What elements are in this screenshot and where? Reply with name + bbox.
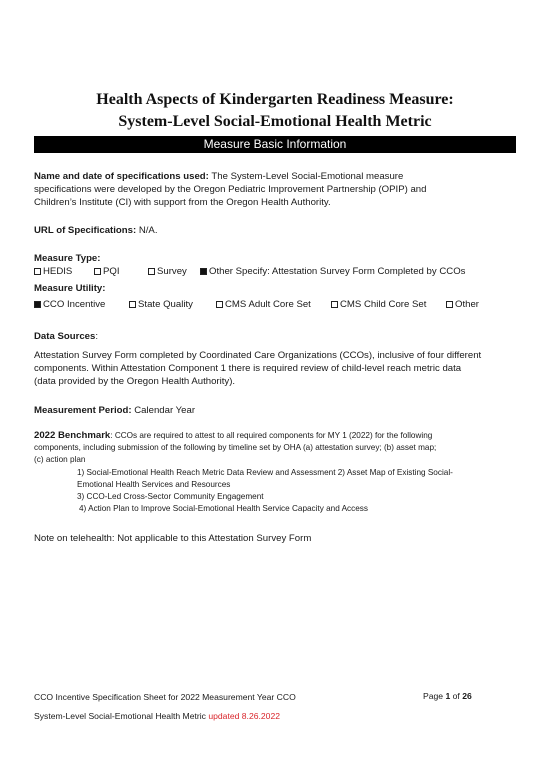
document-title-line-2: System-Level Social-Emotional Health Metric <box>118 113 432 130</box>
url-line <box>34 224 516 237</box>
benchmark-item-1: 1) Social-Emotional Health Reach Metric Data Review and Assessment 2) Asset Map of Existing Social- <box>77 468 453 477</box>
benchmark-item-1-continued: Emotional Health Services and Resources <box>77 480 231 489</box>
document-title-line-1: Health Aspects of Kindergarten Readiness Measure: <box>96 91 454 108</box>
footer-updated-date: updated 8.26.2022 <box>208 711 281 721</box>
url-label: URL of Specifications: <box>34 225 137 236</box>
telehealth-note: Note on telehealth: Not applicable to this Attestation Survey Form <box>34 533 312 544</box>
benchmark-item-4: 4) Action Plan to Improve Social-Emotional Health Service Capacity and Access <box>79 504 368 513</box>
measure-utility-label: Measure Utility: <box>34 283 106 294</box>
measure-utility-option-cms-adult[interactable]: CMS Adult Core Set <box>216 298 311 311</box>
measure-type-option-survey[interactable]: Survey <box>148 265 187 278</box>
data-sources-label: Data Sources <box>34 331 96 342</box>
checkbox-icon[interactable] <box>129 301 136 308</box>
checkbox-checked-icon[interactable] <box>200 268 207 275</box>
benchmark-label: 2022 Benchmark <box>34 430 111 441</box>
measurement-period-line <box>34 404 516 417</box>
checkbox-icon[interactable] <box>331 301 338 308</box>
footer-line-2: System-Level Social-Emotional Health Metric updated 8.26.2022 <box>34 711 281 721</box>
benchmark-line-1: : CCOs are required to attest to all required components for MY 1 (2022) for the following <box>110 431 433 440</box>
checkbox-icon[interactable] <box>94 268 101 275</box>
page-current: 1 <box>445 691 451 701</box>
measure-utility-option-cms-child[interactable]: CMS Child Core Set <box>331 298 426 311</box>
benchmark-item-3: 3) CCO-Led Cross-Sector Community Engagement <box>77 492 264 501</box>
checkbox-icon[interactable] <box>148 268 155 275</box>
section-header-bar: Measure Basic Information <box>34 136 516 153</box>
measure-utility-option-state-quality[interactable]: State Quality <box>129 298 193 311</box>
measure-utility-option-other[interactable]: Other <box>446 298 479 311</box>
data-sources-line-1: Attestation Survey Form completed by Coordinated Care Organizations (CCOs), inclusive of four different <box>34 350 482 361</box>
measure-type-option-other[interactable]: Other Specify: Attestation Survey Form Completed by CCOs <box>200 265 465 278</box>
benchmark-line-2: components, including submission of the following by timeline set by OHA (a) attestation survey; (b) asset map; <box>34 443 437 452</box>
url-value: N/A. <box>136 225 158 236</box>
page-total: 26 <box>462 691 472 701</box>
checkbox-icon[interactable] <box>216 301 223 308</box>
specifications-paragraph <box>34 170 516 209</box>
checkbox-checked-icon[interactable] <box>34 301 41 308</box>
specifications-label: Name and date of specifications used: <box>34 171 209 182</box>
footer-line-1: CCO Incentive Specification Sheet for 2022 Measurement Year CCO <box>34 692 296 702</box>
measurement-period-label: Measurement Period: <box>34 405 132 416</box>
specifications-text-1: The System-Level Social-Emotional measure <box>208 171 404 182</box>
data-sources-heading: Data Sources: <box>34 331 98 342</box>
measurement-period-value: Calendar Year <box>131 405 196 416</box>
checkbox-icon[interactable] <box>34 268 41 275</box>
benchmark-paragraph <box>34 430 516 466</box>
benchmark-line-3: (c) action plan <box>34 455 86 464</box>
measure-type-label: Measure Type: <box>34 253 101 264</box>
measure-type-option-hedis[interactable]: HEDIS <box>34 265 72 278</box>
measure-type-option-pqi[interactable]: PQI <box>94 265 120 278</box>
page-number: Page 1 of 26 <box>423 691 472 701</box>
data-sources-line-3: (data provided by the Oregon Health Authority). <box>34 376 236 387</box>
data-sources-paragraph <box>34 349 516 388</box>
specifications-text-3: Children’s Institute (CI) with support from the Oregon Health Authority. <box>34 197 331 208</box>
checkbox-icon[interactable] <box>446 301 453 308</box>
specifications-text-2: specifications were developed by the Oregon Pediatric Improvement Partnership (OPIP) and <box>34 184 427 195</box>
data-sources-line-2: components. Within Attestation Component 1 there is required review of child-level reach metric data <box>34 363 462 374</box>
measure-utility-option-cco-incentive[interactable]: CCO Incentive <box>34 298 105 311</box>
